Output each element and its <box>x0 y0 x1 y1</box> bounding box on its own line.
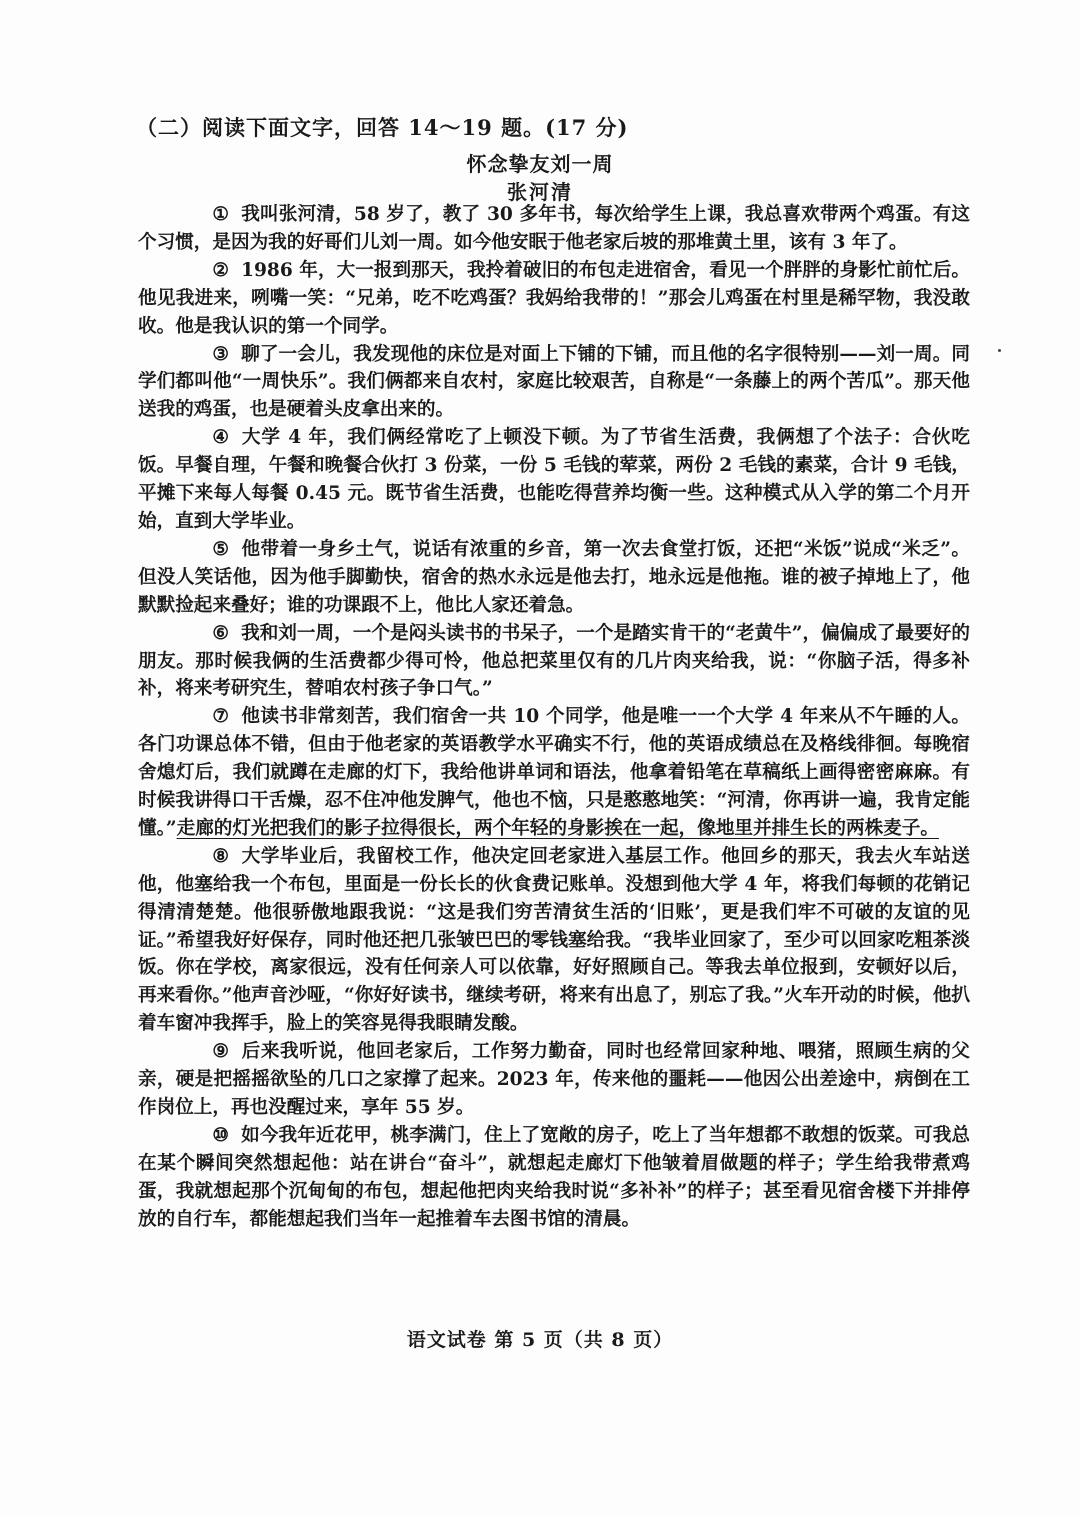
paragraph-text: 大学 4 年，我们俩经常吃了上顿没下顿。为了节省生活费，我俩想了个法子：合伙吃饭。早餐自理，午餐和晚餐合伙打 3 份菜，一份 5 毛钱的荤菜，两份 2 毛钱的素菜，合计 9 毛钱，平摊下来每人每餐 0.45 元。既节省生活费，也能吃得营养均衡一些。这种模式从入学的第二个月开始，直到大学毕业。 <box>138 427 970 532</box>
paragraph-text: 他读书非常刻苦，我们宿舍一共 10 个同学，他是唯一一个大学 4 年来从不午睡的人。各门功课总体不错，但由于他老家的英语教学水平确实不行，他的英语成绩总在及格线徘徊。每晚宿舍熄灯后，我们就蹲在走廊的灯下，我给他讲单词和语法，他拿着铅笔在草稿纸上画得密密麻麻。有时候我讲得口干舌燥，忍不住冲他发脾气，他也不恼，只是憨憨地笑：“河清，你再讲一遍，我肯定能懂。” <box>138 706 970 839</box>
paragraph-number: ④ <box>212 427 230 449</box>
paragraph-number: ⑤ <box>212 538 230 560</box>
paragraph-number: ① <box>212 204 230 225</box>
scan-speck <box>998 349 1001 352</box>
paragraph-5 <box>138 536 970 620</box>
paragraph-number: ⑩ <box>212 1124 230 1146</box>
page-footer: 语文试卷 第 5 页（共 8 页） <box>406 1329 674 1351</box>
paragraph-8 <box>138 843 970 1038</box>
underlined-sentence: 走廊的灯光把我们的影子拉得很长，两个年轻的身影挨在一起，像地里并排生长的两株麦子。 <box>176 817 939 839</box>
paragraph-text: 我叫张河清，58 岁了，教了 30 多年书，每次给学生上课，我总喜欢带两个鸡蛋。有这个习惯，是因为我的好哥们儿刘一周。如今他安眠于他老家后坡的那堆黄土里，该有 3 年了。 <box>138 204 970 253</box>
paragraph-text: 我和刘一周，一个是闷头读书的书呆子，一个是踏实肯干的“老黄牛”，偏偏成了最要好的朋友。那时候我俩的生活费都少得可怜，他总把菜里仅有的几片肉夹给我，说：“你脑子活，得多补补，将来考研究生，替咱农村孩子争口气。” <box>138 622 970 700</box>
article-title: 怀念挚友刘一周 <box>466 152 614 176</box>
paragraph-text: 大学毕业后，我留校工作，他决定回老家进入基层工作。他回乡的那天，我去火车站送他，他塞给我一个布包，里面是一份长长的伙食费记账单。没想到他大学 4 年，将我们每顿的花销记得清清楚楚。他很骄傲地跟我说：“这是我们穷苦清贫生活的‘旧账’，更是我们牢不可破的友谊的见证。”希望我好好保存，同时他还把几张皱巴巴的零钱塞给我。“我毕业回家了，至少可以回家吃粗茶淡饭。你在学校，离家很远，没有任何亲人可以依靠，好好照顾自己。等我去单位报到，安顿好以后，再来看你。”他声音沙哑，“你好好读书，继续考研，将来有出息了，别忘了我。”火车开动的时候，他扒着车窗冲我挥手，脸上的笑容晃得我眼睛发酸。 <box>138 845 970 1035</box>
paragraph-number: ② <box>212 259 230 281</box>
paragraph-1 <box>138 201 970 257</box>
paragraph-number: ⑥ <box>212 622 230 644</box>
paragraph-text: 如今我年近花甲，桃李满门，住上了宽敞的房子，吃上了当年想都不敢想的饭菜。可我总在某个瞬间突然想起他：站在讲台“奋斗”，就想起走廊灯下他皱着眉做题的样子；学生给我带煮鸡蛋，我就想起那个沉甸甸的布包，想起他把肉夹给我时说“多补补”的样子；甚至看见宿舍楼下并排停放的自行车，都能想起我们当年一起推着车去图书馆的清晨。 <box>138 1124 970 1230</box>
paragraph-text: 后来我听说，他回老家后，工作努力勤奋，同时也经常回家种地、喂猪，照顾生病的父亲，硬是把摇摇欲坠的几口之家撑了起来。2023 年，传来他的噩耗——他因公出差途中，病倒在工作岗位上，再也没醒过来，享年 55 岁。 <box>138 1041 970 1118</box>
paragraph-number: ⑧ <box>212 845 230 867</box>
paragraph-2 <box>138 257 970 341</box>
paragraph-number: ⑨ <box>212 1041 230 1063</box>
section-header: （二）阅读下面文字，回答 14～19 题。(17 分) <box>136 115 629 140</box>
paragraph-4 <box>138 424 970 536</box>
article-author: 张河清 <box>507 180 573 204</box>
paragraph-number: ⑦ <box>212 706 230 728</box>
paragraph-text: 1986 年，大一报到那天，我拎着破旧的布包走进宿舍，看见一个胖胖的身影忙前忙后。他见我进来，咧嘴一笑：“兄弟，吃不吃鸡蛋？我妈给我带的！”那会儿鸡蛋在村里是稀罕物，我没敢收。他是我认识的第一个同学。 <box>138 259 970 337</box>
paragraph-10 <box>138 1122 970 1234</box>
paragraph-7 <box>138 703 970 843</box>
paragraph-3 <box>138 341 970 425</box>
paragraph-9 <box>138 1038 970 1122</box>
paragraph-text: 他带着一身乡土气，说话有浓重的乡音，第一次去食堂打饭，还把“米饭”说成“米乏”。但没人笑话他，因为他手脚勤快，宿舍的热水永远是他去打，地永远是他拖。谁的被子掉地上了，他默默捡起来叠好；谁的功课跟不上，他比人家还着急。 <box>138 538 970 616</box>
article-body <box>138 201 970 1234</box>
paragraph-6 <box>138 620 970 704</box>
paragraph-number: ③ <box>212 343 230 365</box>
paragraph-text: 聊了一会儿，我发现他的床位是对面上下铺的下铺，而且他的名字很特别——刘一周。同学们都叫他“一周快乐”。我们俩都来自农村，家庭比较艰苦，自称是“一条藤上的两个苦瓜”。那天他送我的鸡蛋，也是硬着头皮拿出来的。 <box>138 343 970 421</box>
